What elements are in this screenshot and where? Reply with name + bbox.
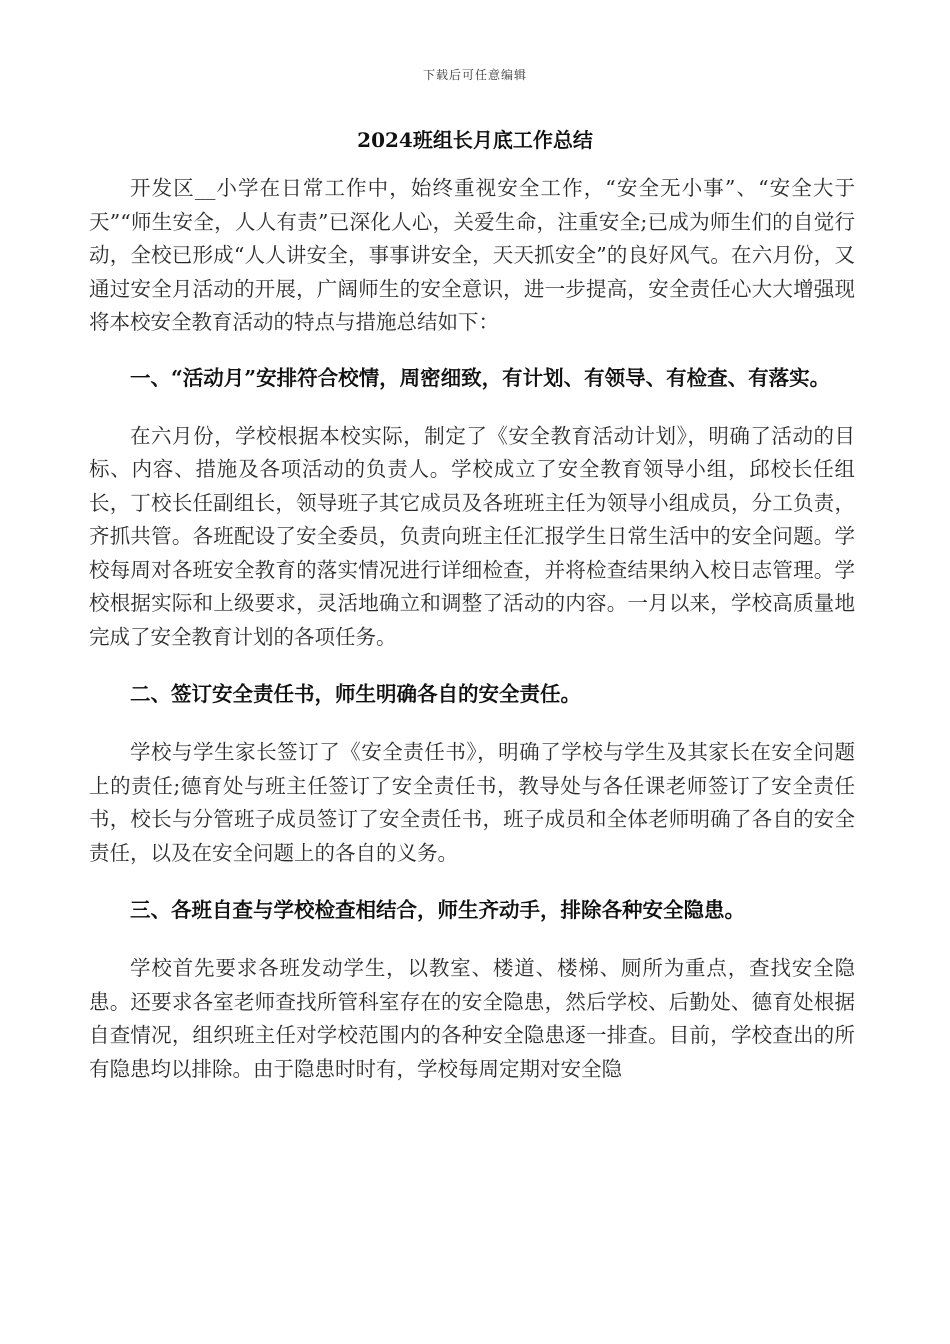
section-heading-1: 一、“活动月”安排符合校情，周密细致，有计划、有领导、有检查、有落实。 <box>130 365 831 390</box>
section-heading-2: 二、签订安全责任书，师生明确各自的安全责任。 <box>130 682 581 706</box>
section-body-2: 学校与学生家长签订了《安全责任书》，明确了学校与学生及其家长在安全问题上的责任;德育处与班主任签订了安全责任书，教导处与各任课老师签订了安全责任书，校长与分管班子成员签订了安全责任书，班子成员和全体老师明确了各自的安全责任，以及在安全问题上的各自的义务。 <box>89 740 855 865</box>
document-body <box>89 172 855 1086</box>
section-body-3: 学校首先要求各班发动学生，以教室、楼道、楼梯、厕所为重点，查找安全隐患。还要求各室老师查找所管科室存在的安全隐患，然后学校、后勤处、德育处根据自查情况，组织班主任对学校范围内的各种安全隐患逐一排查。目前，学校查出的所有隐患均以排除。由于隐患时时有，学校每周定期对安全隐 <box>89 956 855 1081</box>
section-body-1: 在六月份，学校根据本校实际，制定了《安全教育活动计划》，明确了活动的目标、内容、措施及各项活动的负责人。学校成立了安全教育领导小组，邱校长任组长，丁校长任副组长，领导班子其它成员及各班班主任为领导小组成员，分工负责，齐抓共管。各班配设了安全委员，负责向班主任汇报学生日常生活中的安全问题。学校每周对各班安全教育的落实情况进行详细检查，并将检查结果纳入校日志管理。学校根据实际和上级要求，灵活地确立和调整了活动的内容。一月以来，学校高质量地完成了安全教育计划的各项任务。 <box>89 423 855 649</box>
header-note: 下载后可任意编辑 <box>422 68 527 82</box>
section-heading-3: 三、各班自查与学校检查相结合，师生齐动手，排除各种安全隐患。 <box>130 898 745 922</box>
intro-paragraph: 开发区__小学在日常工作中，始终重视安全工作，“安全无小事”、“安全大于天”“师生安全，人人有责”已深化人心，关爱生命，注重安全;已成为师生们的自觉行动，全校已形成“人人讲安全，事事讲安全，天天抓安全”的良好风气。在六月份，又通过安全月活动的开展，广阔师生的安全意识，进一步提高，安全责任心大大增强现将本校安全教育活动的特点与措施总结如下： <box>89 176 855 334</box>
document-title: 2024班组长月底工作总结 <box>357 128 593 152</box>
